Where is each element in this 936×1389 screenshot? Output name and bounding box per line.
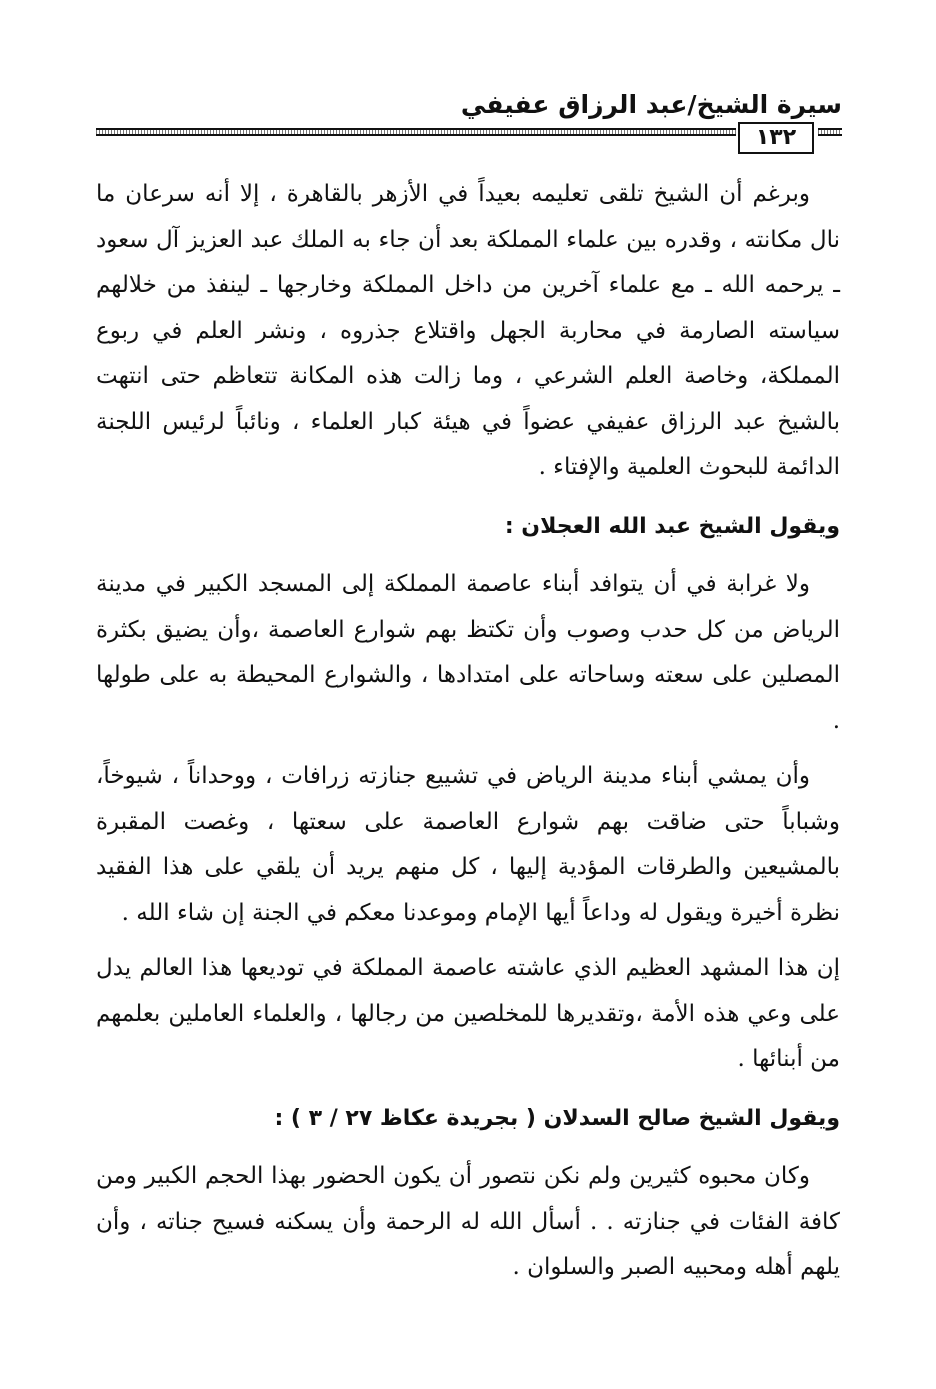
paragraph-2: ولا غرابة في أن يتوافد أبناء عاصمة المملكة إلى المسجد الكبير في مدينة الرياض من كل حدب وصوب وأن تكتظ بهم شوارع العاصمة ،وأن يضيق بكثرة المصلين على سعته وساحاته على امتدادها ، والشوارع المحيطة به على طولها . [96,571,840,734]
paragraph-4: إن هذا المشهد العظيم الذي عاشته عاصمة المملكة في توديعها هذا العالم يدل على وعي هذه الأمة ،وتقديرها للمخلصين من رجالها ، والعلماء العاملين بعلمهم من أبنائها . [96,955,840,1072]
page-number: ١٣٢ [738,122,814,154]
running-title: سيرة الشيخ/عبد الرزاق عفيفي [460,90,842,119]
page-header [96,88,842,158]
section-heading-ajlan: ويقول الشيخ عبد الله العجلان : [504,513,840,539]
header-rule-tail [818,128,842,136]
paragraph-5: وكان محبوه كثيرين ولم نكن نتصور أن يكون الحضور بهذا الحجم الكبير ومن كافة الفئات في جنازته . . أسأل الله له الرحمة وأن يسكنه فسيح جناته ، وأن يلهم أهله ومحبيه الصبر والسلوان . [96,1163,840,1280]
header-rule [96,128,736,136]
paragraph-3: وأن يمشي أبناء مدينة الرياض في تشييع جنازته زرافات ، ووحداناً ، شيوخاً، وشباباً حتى ضاقت بهم شوارع العاصمة على سعتها ، وغصت المقبرة بالمشيعين والطرقات المؤدية إليها ، كل منهم يريد أن يلقي على هذا الفقيد نظرة أخيرة ويقول له وداعاً أيها الإمام وموعدنا معكم في الجنة إن شاء الله . [96,763,840,926]
paragraph-1: وبرغم أن الشيخ تلقى تعليمه بعيداً في الأزهر بالقاهرة ، إلا أنه سرعان ما نال مكانته ، وقدره بين علماء المملكة بعد أن جاء به الملك عبد العزيز آل سعود ـ يرحمه الله ـ مع علماء آخرين من داخل المملكة وخارجها ـ لينفذ من خلالهم سياسته الصارمة في محاربة الجهل واقتلاع جذروه ، ونشر العلم في ربوع المملكة، وخاصة العلم الشرعي ، وما زالت هذه المكانة تتعاظم حتى انتهت بالشيخ عبد الرزاق عفيفي عضواً في هيئة كبار العلماء ، ونائباً لرئيس اللجنة الدائمة للبحوث العلمية والإفتاء . [96,181,840,480]
section-heading-sadlan: ويقول الشيخ صالح السدلان ( بجريدة عكاظ ٢٧ / ٣ ) : [274,1105,840,1131]
page-body [96,172,840,1291]
